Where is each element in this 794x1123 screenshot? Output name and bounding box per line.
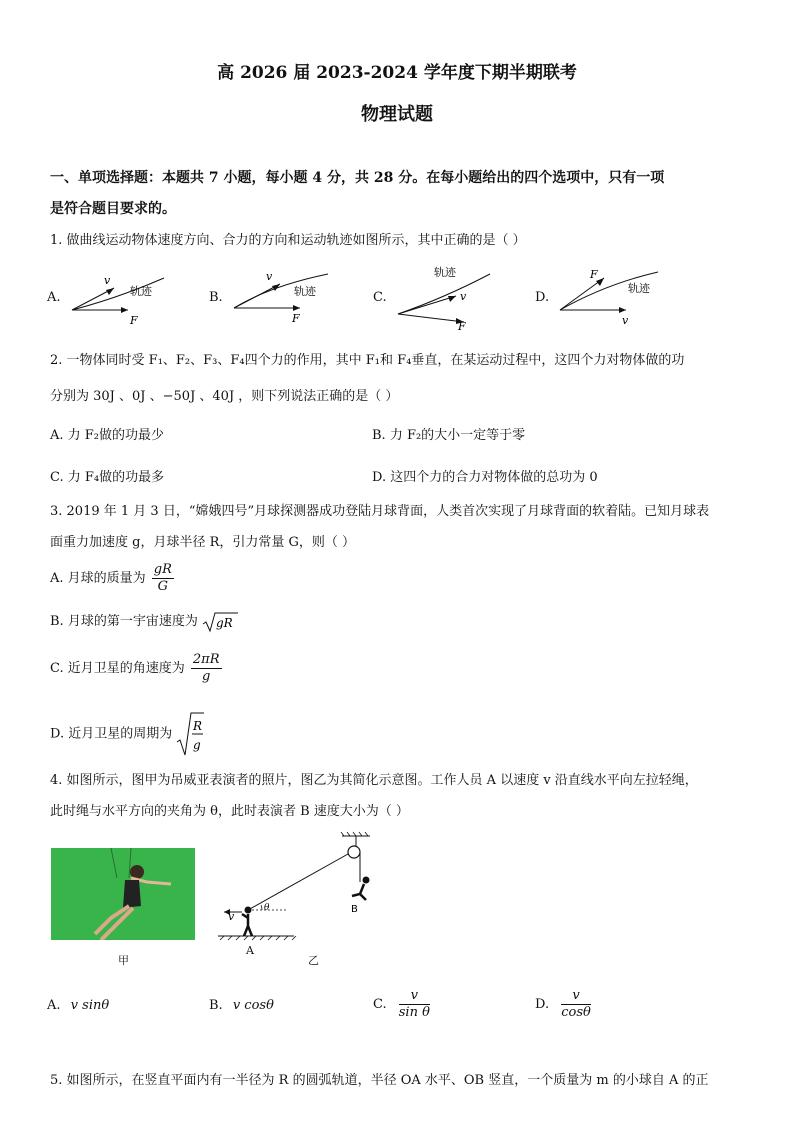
- q4-option-d-label: D.: [535, 997, 550, 1012]
- q5-stem-line1: 5. 如图所示，在竖直平面内有一半径为 R 的圆弧轨道，半径 OA 水平、OB 竖直，一个质量为 m 的小球自 A 的正: [50, 1073, 709, 1088]
- performer-silhouette-icon: [51, 848, 195, 940]
- q3-option-a-fraction: [152, 562, 174, 595]
- q1-a-v-label: v: [104, 274, 111, 287]
- q4-c-denominator: sin θ: [398, 1005, 430, 1020]
- q3-stem-line1: 3. 2019 年 1 月 3 日，“嫦娥四号”月球探测器成功登陆月球背面，人类首次实现了月球背面的软着陆。已知月球表: [50, 504, 710, 519]
- q1-option-d-label: D.: [535, 290, 550, 305]
- q1-b-track-label: 轨迹: [294, 285, 316, 298]
- section-heading-line1: 一、单项选择题：本题共 7 小题，每小题 4 分，共 28 分。在每小题给出的四个选项中，只有一项: [50, 170, 665, 186]
- q1-c-track-label: 轨迹: [434, 266, 456, 279]
- q3-option-c-fraction: [191, 652, 222, 685]
- q4-label-b: B: [351, 904, 358, 915]
- q2-option-a: A. 力 F₂做的功最少: [50, 428, 165, 443]
- q3-c-numerator: 2πR: [192, 652, 220, 667]
- sqrt-icon: [202, 612, 238, 632]
- section-heading-line2: 是符合题目要求的。: [50, 201, 176, 217]
- q1-option-a-diagram: [68, 268, 168, 326]
- q4-option-a-label: A.: [47, 998, 61, 1013]
- q4-option-a-value: v sinθ: [70, 998, 110, 1013]
- q1-d-v-label: v: [622, 314, 629, 327]
- q1-option-b-label: B.: [209, 290, 223, 305]
- q4-c-numerator: v: [399, 988, 430, 1005]
- q1-a-track-label: 轨迹: [130, 285, 152, 298]
- q3-c-denominator: g: [202, 669, 211, 684]
- q2-stem-line2: 分别为 30J 、0J 、−50J 、40J ，则下列说法正确的是（ ）: [50, 389, 399, 404]
- q4-d-denominator: cosθ: [561, 1005, 591, 1020]
- q4-option-b-label: B.: [209, 998, 223, 1013]
- q3-option-a: [50, 562, 174, 595]
- q3-d-denominator: g: [193, 738, 202, 752]
- q2-stem-line1: 2. 一物体同时受 F₁、F₂、F₃、F₄四个力的作用，其中 F₁和 F₄垂直，在某运动过程中，这四个力对物体做的功: [50, 353, 685, 368]
- q4-d-numerator: v: [561, 988, 591, 1005]
- q3-option-c: [50, 652, 222, 685]
- q4-stem-line2: 此时绳与水平方向的夹角为 θ，此时表演者 B 速度大小为（ ）: [50, 804, 409, 819]
- q4-option-c: [373, 988, 430, 1021]
- q4-option-b: [209, 998, 274, 1013]
- q3-option-d: [50, 712, 204, 756]
- q4-photo-performer: [51, 848, 195, 940]
- q1-option-b-diagram: [230, 268, 330, 326]
- q3-a-numerator: gR: [153, 562, 172, 577]
- q4-label-v: v: [228, 910, 235, 923]
- q3-option-a-text: A. 月球的质量为: [50, 571, 146, 586]
- q3-option-d-text: D. 近月卫星的周期为: [50, 726, 173, 742]
- q1-option-d-diagram: [556, 264, 666, 326]
- q4-label-theta: θ: [264, 903, 270, 913]
- q1-option-c-diagram: [394, 264, 504, 333]
- q2-option-d: D. 这四个力的合力对物体做的总功为 0: [372, 470, 598, 485]
- exam-subtitle: 物理试题: [361, 104, 433, 125]
- q3-b-radicand: gR: [215, 615, 233, 630]
- q3-option-b-text: B. 月球的第一宇宙速度为: [50, 614, 198, 629]
- q3-option-c-text: C. 近月卫星的角速度为: [50, 661, 185, 676]
- q4-option-c-fraction: [399, 988, 430, 1021]
- q4-fig-b-caption: 乙: [308, 954, 319, 967]
- sqrt-fraction-icon: [176, 712, 204, 756]
- q1-b-f-label: F: [292, 312, 300, 325]
- q4-diagram: [214, 832, 394, 942]
- q4-option-c-label: C.: [373, 997, 387, 1012]
- q1-b-v-label: v: [266, 270, 273, 283]
- q1-c-f-label: F: [458, 320, 466, 333]
- q3-d-numerator: R: [193, 719, 203, 733]
- q1-option-c-label: C.: [373, 290, 387, 305]
- q4-stem-line1: 4. 如图所示，图甲为吊威亚表演者的照片，图乙为其简化示意图。工作人员 A 以速度 v 沿直线水平向左拉轻绳，: [50, 773, 698, 788]
- q4-option-a: [47, 998, 109, 1013]
- q4-option-d: [535, 988, 591, 1021]
- q1-c-v-label: v: [460, 290, 467, 303]
- q4-fig-a-caption: 甲: [118, 954, 129, 967]
- q1-stem: 1. 做曲线运动物体速度方向、合力的方向和运动轨迹如图所示，其中正确的是（ ）: [50, 233, 526, 248]
- q1-d-track-label: 轨迹: [628, 282, 650, 295]
- q2-option-b: B. 力 F₂的大小一定等于零: [372, 428, 526, 443]
- q3-stem-line2: 面重力加速度 g，月球半径 R，引力常量 G，则（ ）: [50, 535, 356, 550]
- q4-option-d-fraction: [561, 988, 591, 1021]
- q3-option-b-sqrt: [202, 612, 238, 632]
- q4-label-a: A: [246, 944, 254, 957]
- exam-title: 高 2026 届 2023-2024 学年度下期半期联考: [217, 63, 577, 83]
- q1-a-f-label: F: [130, 314, 138, 327]
- q1-d-f-label: F: [590, 268, 598, 281]
- q4-option-b-value: v cosθ: [232, 998, 274, 1013]
- q1-option-a-label: A.: [47, 290, 61, 305]
- q3-option-b: [50, 610, 238, 632]
- q2-option-c: C. 力 F₄做的功最多: [50, 470, 165, 485]
- q3-a-denominator: G: [157, 579, 169, 594]
